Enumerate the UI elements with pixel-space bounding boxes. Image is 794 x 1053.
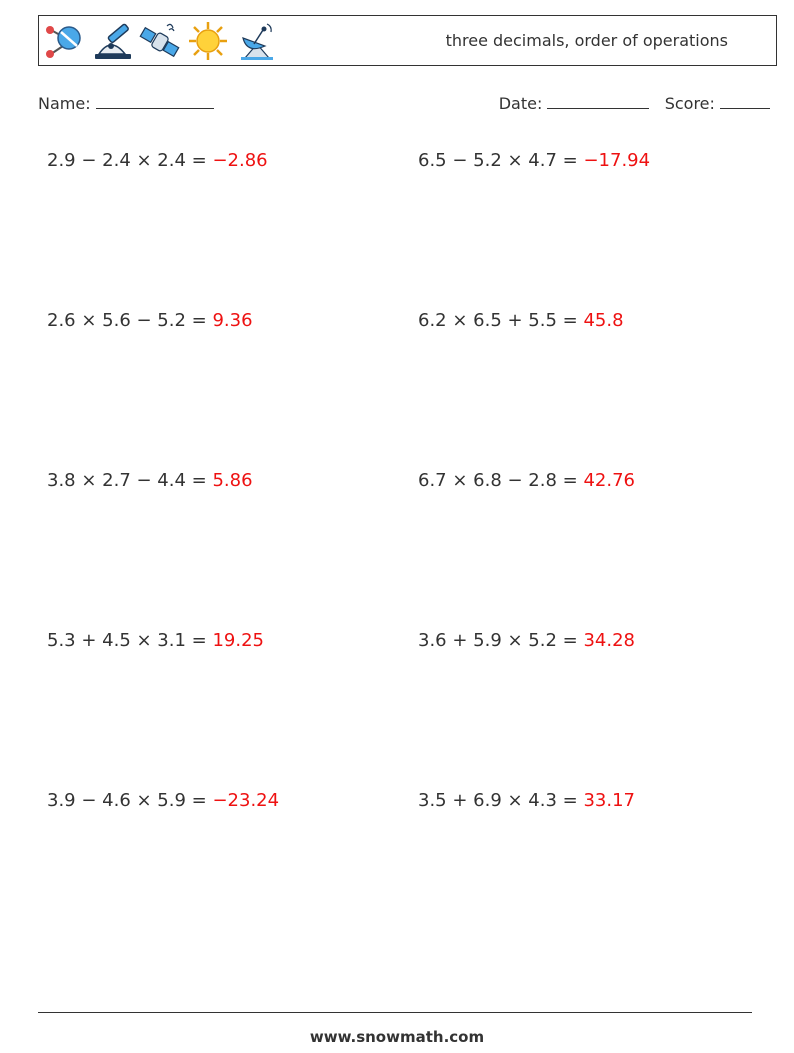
problem-answer: 19.25 (212, 630, 264, 651)
problem-answer: 5.86 (212, 470, 253, 491)
space-station-icon (139, 20, 181, 62)
header-box (38, 15, 777, 66)
problem-answer: 9.36 (212, 310, 253, 331)
date-score-fields (499, 92, 770, 113)
footer-url[interactable]: www.snowmath.com (309, 1028, 485, 1046)
problem-answer: 45.8 (583, 310, 624, 331)
problem-expression: 5.3 + 4.5 × 3.1 = (47, 630, 207, 651)
name-blank (96, 92, 214, 109)
problem-expression: 3.6 + 5.9 × 5.2 = (418, 630, 578, 651)
footer-divider (38, 1012, 752, 1013)
problem-answer: −17.94 (583, 150, 651, 171)
problem-item (418, 150, 650, 171)
satellite-molecule-icon (43, 20, 85, 62)
name-field (38, 92, 214, 113)
problem-item (418, 470, 635, 491)
problem-item (418, 630, 635, 651)
sun-icon (187, 20, 229, 62)
score-label: Score: (664, 94, 715, 113)
header-icons (43, 20, 277, 62)
student-info-row (38, 92, 770, 116)
date-label: Date: (498, 94, 543, 113)
problem-item (47, 310, 253, 331)
problem-item (418, 310, 624, 331)
date-blank (547, 92, 649, 109)
problem-expression: 3.9 − 4.6 × 5.9 = (47, 790, 207, 811)
problem-expression: 3.8 × 2.7 − 4.4 = (47, 470, 207, 491)
problem-item (47, 790, 279, 811)
problem-expression: 2.9 − 2.4 × 2.4 = (47, 150, 207, 171)
problem-item (47, 630, 264, 651)
problem-expression: 3.5 + 6.9 × 4.3 = (418, 790, 578, 811)
worksheet-title: three decimals, order of operations (445, 31, 728, 50)
telescope-icon (91, 20, 133, 62)
problem-answer: 33.17 (583, 790, 635, 811)
problem-answer: −2.86 (212, 150, 268, 171)
problem-answer: 34.28 (583, 630, 635, 651)
problem-answer: 42.76 (583, 470, 635, 491)
satellite-dish-icon (235, 20, 277, 62)
problem-expression: 6.2 × 6.5 + 5.5 = (418, 310, 578, 331)
score-blank (720, 92, 770, 109)
problem-item (47, 150, 268, 171)
problem-expression: 2.6 × 5.6 − 5.2 = (47, 310, 207, 331)
problem-answer: −23.24 (212, 790, 280, 811)
problem-item (47, 470, 253, 491)
problem-item (418, 790, 635, 811)
name-label: Name: (38, 94, 91, 113)
problem-expression: 6.5 − 5.2 × 4.7 = (418, 150, 578, 171)
problem-expression: 6.7 × 6.8 − 2.8 = (418, 470, 578, 491)
